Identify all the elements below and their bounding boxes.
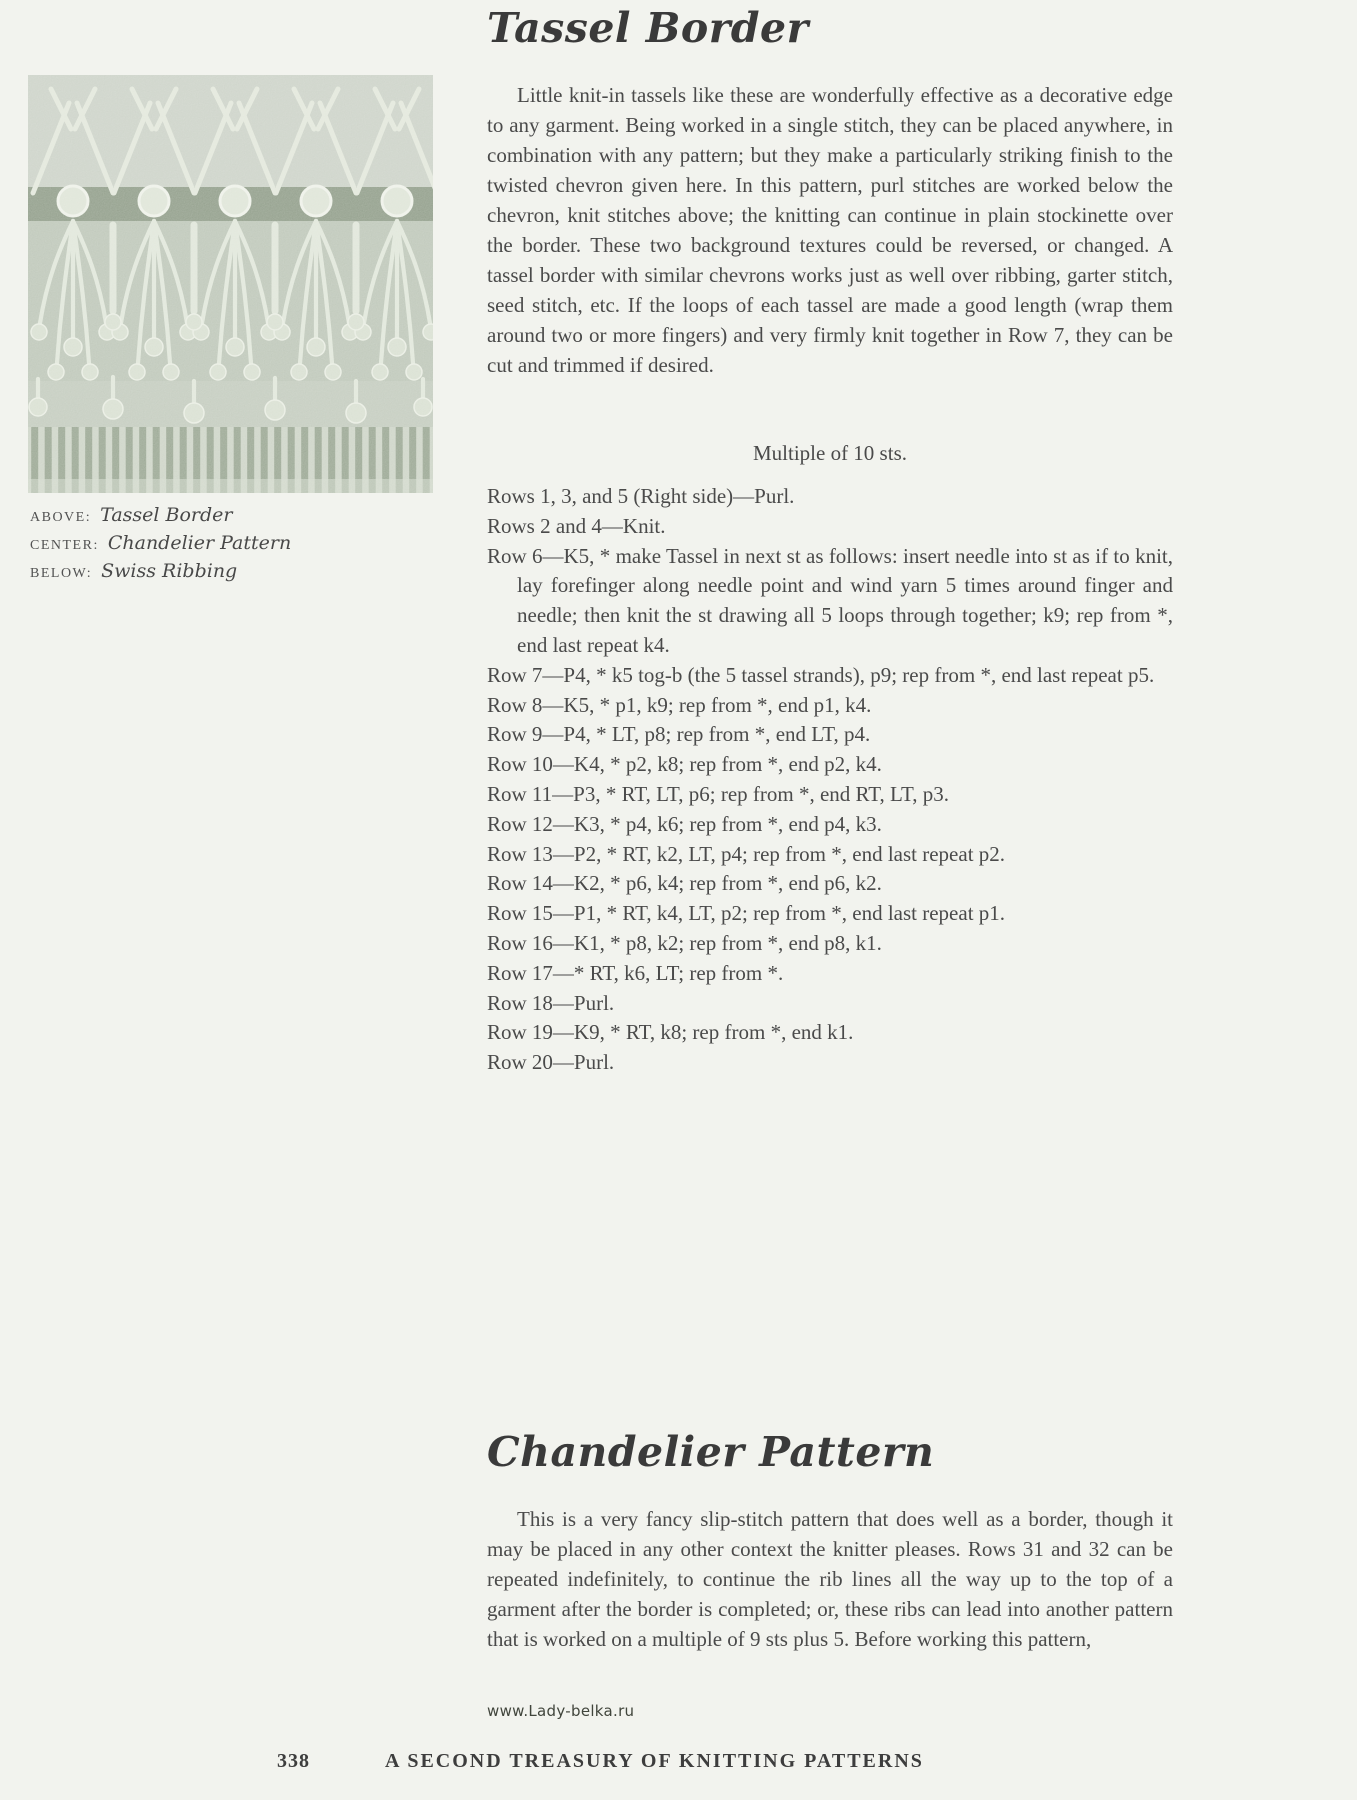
- pattern-row: Row 11—P3, * RT, LT, p6; rep from *, end RT, LT, p3.: [487, 781, 949, 806]
- stitch-multiple-note: Multiple of 10 sts.: [752, 441, 907, 465]
- caption-above-value: Tassel Border: [100, 504, 233, 526]
- pattern-row: Row 19—K9, * RT, k8; rep from *, end k1.: [487, 1020, 854, 1045]
- caption-above: [30, 504, 291, 532]
- tassel-border-intro-paragraph: Little knit-in tassels like these are wonderfully effective as a decorative edge to any garment. Being worked in a single stitch, they can be placed anywhere, in combination with any pattern; but they make a particularly striking finish to the twisted chevron given here. In this pattern, purl stitches are worked below the chevron, knit stitches above; the knitting can continue in plain stockinette over the border. These two background textures could be reversed, or changed. A tassel border with similar chevrons works just as well over ribbing, garter stitch, seed stitch, etc. If the loops of each tassel are made a good length (wrap them around two or more fingers) and very firmly knit together in Row 7, they can be cut and trimmed if desired.: [487, 83, 1173, 377]
- caption-below: [30, 560, 291, 588]
- pattern-row: Row 6—K5, * make Tassel in next st as follows: insert needle into st as if to knit, lay forefinger along needle point and wind yarn 5 times around finger and needle; then knit the st drawing all 5 loops through together; k9; rep from *, end last repeat k4.: [487, 543, 1173, 657]
- pattern-row: Row 15—P1, * RT, k4, LT, p2; rep from *, end last repeat p1.: [487, 901, 1006, 926]
- pattern-row: Row 16—K1, * p8, k2; rep from *, end p8, k1.: [487, 930, 882, 955]
- pattern-row: Rows 2 and 4—Knit.: [487, 513, 666, 538]
- knitting-swatch-photo: [28, 75, 433, 493]
- caption-below-value: Swiss Ribbing: [101, 560, 238, 582]
- watermark-url-text: www.Lady-belka.ru: [487, 1702, 635, 1720]
- caption-center-label: CENTER:: [30, 538, 99, 553]
- caption-below-label: BELOW:: [30, 566, 93, 581]
- chandelier-intro-paragraph: This is a very fancy slip-stitch pattern that does well as a border, though it may be placed in any other context the knitter pleases. Rows 31 and 32 can be repeated indefinitely, to continue the rib lines all the way up to the top of a garment after the border is completed; or, these ribs can lead into another pattern that is worked on a multiple of 9 sts plus 5. Before working this pattern,: [487, 1507, 1173, 1651]
- pattern-row: Row 18—Purl.: [487, 990, 615, 1015]
- photo-caption-block: [30, 504, 291, 588]
- pattern-row: Row 13—P2, * RT, k2, LT, p4; rep from *, end last repeat p2.: [487, 841, 1006, 866]
- pattern-instructions: [487, 482, 1173, 1078]
- pattern-row: Row 8—K5, * p1, k9; rep from *, end p1, k4.: [487, 692, 872, 717]
- pattern-row: Row 17—* RT, k6, LT; rep from *.: [487, 960, 784, 985]
- pattern-row: Row 14—K2, * p6, k4; rep from *, end p6, k2.: [487, 871, 882, 896]
- caption-center: [30, 532, 291, 560]
- pattern-row: Row 20—Purl.: [487, 1050, 615, 1075]
- pattern-row: Row 7—P4, * k5 tog-b (the 5 tassel strands), p9; rep from *, end last repeat p5.: [487, 662, 1155, 687]
- caption-center-value: Chandelier Pattern: [107, 532, 292, 554]
- running-book-title: A SECOND TREASURY OF KNITTING PATTERNS: [385, 1750, 924, 1772]
- page-number: 338: [277, 1750, 310, 1772]
- caption-above-label: ABOVE:: [30, 510, 92, 525]
- pattern-row: Row 10—K4, * p2, k8; rep from *, end p2, k4.: [487, 752, 882, 777]
- page-footer: [0, 1750, 1357, 1780]
- tassel-border-heading: Tassel Border: [487, 4, 809, 52]
- tassel-border-swatch-illustration: [28, 75, 433, 493]
- pattern-row: Row 9—P4, * LT, p8; rep from *, end LT, p4.: [487, 722, 871, 747]
- pattern-row: Row 12—K3, * p4, k6; rep from *, end p4, k3.: [487, 811, 882, 836]
- pattern-row: Rows 1, 3, and 5 (Right side)—Purl.: [487, 484, 795, 508]
- chandelier-pattern-heading: Chandelier Pattern: [487, 1428, 935, 1476]
